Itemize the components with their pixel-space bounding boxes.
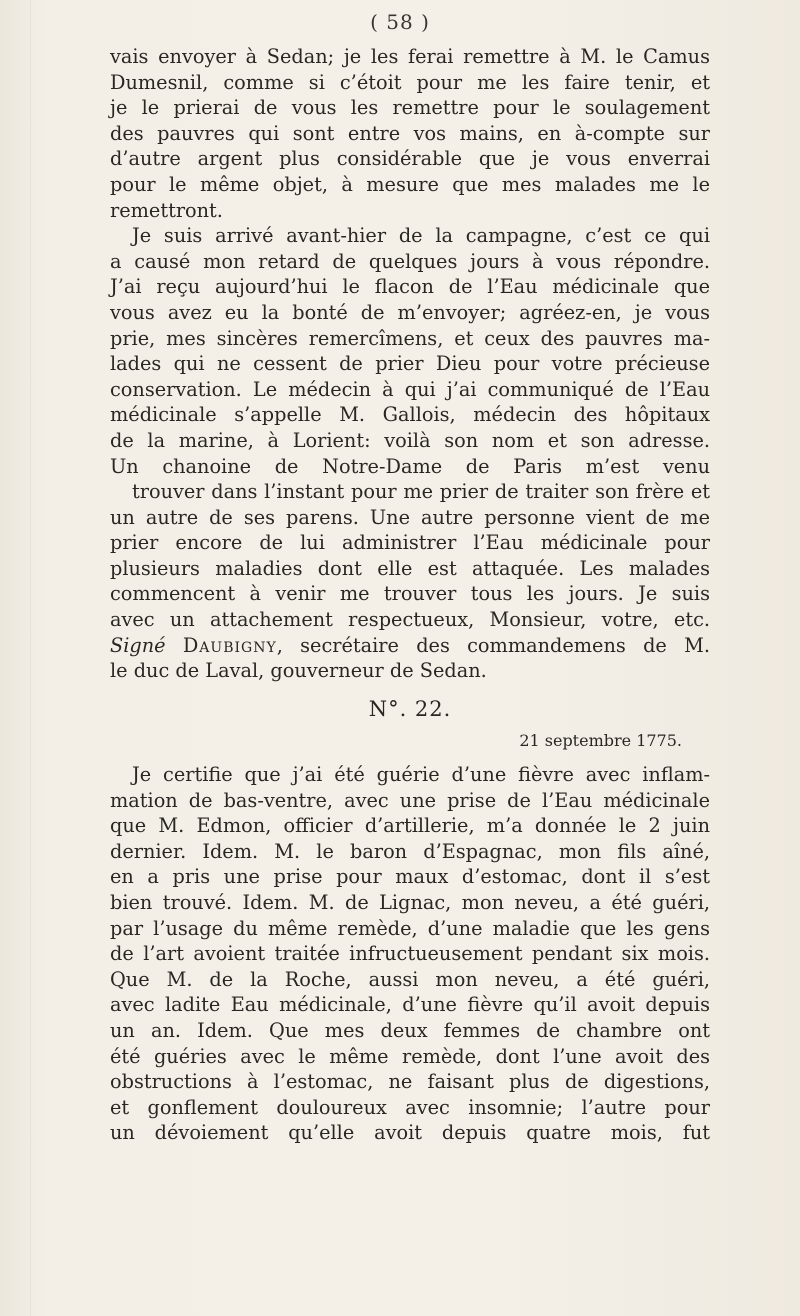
text-line: conservation. Le médecin à qui j’ai communiqué de l’Eau — [110, 377, 710, 401]
text-line: J’ai reçu aujourd’hui le flacon de l’Eau médicinale que — [110, 275, 710, 299]
text-line: été guéries avec le même remède, dont l’une avoit des — [110, 1044, 710, 1068]
text-line: obstructions à l’estomac, ne faisant plus de digestions, — [110, 1070, 710, 1094]
text-line: en a pris une prise pour maux d’estomac, dont il s’est — [110, 865, 710, 889]
text-line: de la marine, à Lorient: voilà son nom et son adresse. — [110, 428, 710, 452]
text-line: un an. Idem. Que mes deux femmes de chambre ont — [110, 1018, 710, 1042]
text-line: avec un attachement respectueux, Monsieur, votre, etc. — [110, 608, 710, 632]
paragraph-continuation — [110, 44, 710, 223]
text-line: un dévoiement qu’elle avoit depuis quatre mois, fut — [110, 1121, 710, 1145]
text-line: commencent à venir me trouver tous les jours. Je suis — [110, 582, 710, 606]
text-line: pour le même objet, à mesure que mes malades me le — [110, 172, 710, 196]
text-line: plusieurs maladies dont elle est attaquée. Les malades — [110, 556, 710, 580]
text-line: Je suis arrivé avant-hier de la campagne, c’est ce qui — [132, 224, 710, 248]
text-line: médicinale s’appelle M. Gallois, médecin des hôpitaux — [110, 403, 710, 427]
letter-number: N°. 22. — [368, 696, 452, 721]
text-line: prie, mes sincères remercîmens, et ceux des pauvres ma- — [110, 326, 710, 350]
signature-name: Daubigny — [182, 633, 277, 657]
signature-title-continued: le duc de Laval, gouverneur de Sedan. — [110, 659, 487, 683]
text-line: dernier. Idem. M. le baron d’Espagnac, mon fils aîné, — [110, 839, 710, 863]
page-number: ( 58 ) — [370, 10, 430, 34]
text-line: d’autre argent plus considérable que je vous enverrai — [110, 147, 710, 171]
text-line: Que M. de la Roche, aussi mon neveu, a été guéri, — [110, 967, 710, 991]
text-line: lades qui ne cessent de prier Dieu pour votre précieuse — [110, 352, 710, 376]
text-line: Un chanoine de Notre-Dame de Paris m’est venu — [110, 454, 710, 478]
signature-prefix: Signé — [110, 633, 166, 657]
text-line: des pauvres qui sont entre vos mains, en à-compte sur — [110, 121, 710, 145]
paragraph-letter-body — [110, 223, 710, 684]
text-line: un autre de ses parens. Une autre personne vient de me — [110, 505, 710, 529]
text-line: par l’usage du même remède, d’une maladie que les gens — [110, 916, 710, 940]
text-line: a causé mon retard de quelques jours à vous répondre. — [110, 249, 710, 273]
text-line: trouver dans l’instant pour me prier de traiter son frère et — [132, 480, 710, 504]
text-line: bien trouvé. Idem. M. de Lignac, mon neveu, a été guéri, — [110, 891, 710, 914]
signature-title: , secrétaire des commandemens de M. — [276, 633, 710, 657]
page-shadow — [30, 0, 31, 1316]
text-line: prier encore de lui administrer l’Eau médicinale pour — [110, 531, 710, 555]
text-line: je le prierai de vous les remettre pour le soulagement — [110, 96, 710, 120]
text-line: et gonflement douloureux avec insomnie; l’autre pour — [110, 1095, 710, 1119]
signature-line — [110, 633, 710, 659]
letter-date: 21 septembre 1775. — [519, 731, 682, 751]
paragraph-certificate — [110, 762, 710, 1146]
text-line: de l’art avoient traitée infructueusement pendant six mois. — [110, 942, 710, 966]
text-line: mation de bas-ventre, avec une prise de l’Eau médicinale — [110, 788, 710, 812]
text-line: Dumesnil, comme si c’étoit pour me les faire tenir, et — [110, 70, 710, 94]
text-line: Je certifie que j’ai été guérie d’une fièvre avec inflam- — [132, 763, 710, 787]
text-line: avec ladite Eau médicinale, d’une fièvre qu’il avoit depuis — [110, 993, 710, 1017]
text-line: que M. Edmon, officier d’artillerie, m’a donnée le 2 juin — [110, 814, 710, 838]
text-line: vous avez eu la bonté de m’envoyer; agréez-en, je vous — [110, 300, 710, 324]
text-line: remettront. — [110, 198, 223, 222]
text-line: vais envoyer à Sedan; je les ferai remettre à M. le Camus — [110, 45, 710, 68]
page-text — [110, 44, 710, 1146]
